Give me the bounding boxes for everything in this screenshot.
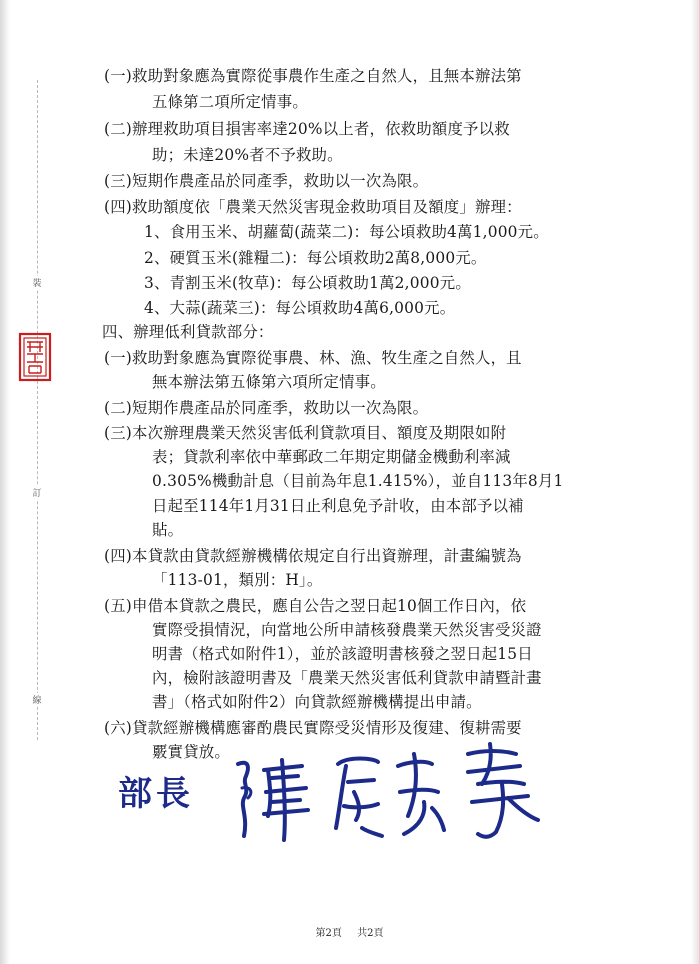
text-line: 覈實貸放。 — [152, 743, 230, 761]
handwritten-signature — [228, 736, 588, 846]
page-footer — [0, 924, 699, 939]
text-line: 貼。 — [152, 521, 184, 539]
text-line: (二)短期作農產品於同產季，救助以一次為限。 — [104, 399, 429, 417]
text-line: 「113-01，類別：H」。 — [152, 571, 323, 589]
text-line: (一)救助對象應為實際從事農作生產之自然人，且無本辦法第 — [104, 67, 522, 85]
margin-mark-ding: 訂 — [30, 486, 44, 499]
text-line: 書」（格式如附件2）向貸款經辦機構提出申請。 — [152, 693, 482, 711]
text-line: 五條第二項所定情事。 — [152, 93, 308, 111]
text-line: (二)辦理救助項目損害率達20%以上者，依救助額度予以救 — [104, 120, 510, 138]
text-line: (三)本次辦理農業天然災害低利貸款項目、額度及期限如附 — [104, 424, 507, 442]
page-right-edge — [691, 0, 699, 964]
binding-line — [37, 80, 38, 740]
page-left-edge — [0, 0, 10, 964]
list-item: 3、青割玉米(牧草)：每公頃救助1萬2,000元。 — [144, 274, 471, 292]
text-line: 0.305%機動計息（目前為年息1.415%），並自113年8月1 — [152, 472, 564, 490]
text-line: 明書（格式如附件1），並於該證明書核發之翌日起15日 — [152, 645, 533, 663]
margin-mark-zhuang: 裝 — [30, 276, 44, 289]
text-line: 實際受損情況，向當地公所申請核發農業天然災害受災證 — [152, 621, 542, 639]
official-seal-stamp — [18, 332, 52, 382]
text-line: (三)短期作農產品於同產季，救助以一次為限。 — [104, 172, 429, 190]
list-item: 2、硬質玉米(雜糧二)：每公頃救助2萬8,000元。 — [144, 249, 487, 267]
page-number: 第2頁 — [315, 928, 342, 939]
text-line: 表；貸款利率依中華郵政二年期定期儲金機動利率減 — [152, 448, 511, 466]
text-line: (一)救助對象應為實際從事農、林、漁、牧生產之自然人，且 — [104, 349, 522, 367]
text-line: 內，檢附該證明書及「農業天然災害低利貸款申請暨計畫 — [152, 669, 542, 687]
text-line: (四)救助額度依「農業天然災害現金救助項目及額度」辦理： — [104, 198, 522, 216]
margin-mark-xian: 線 — [30, 693, 44, 706]
text-line: (六)貸款經辦機構應審酌農民實際受災情形及復建、復耕需要 — [104, 719, 522, 737]
text-line: (五)申借本貸款之農民，應自公告之翌日起10個工作日內，依 — [104, 597, 527, 615]
text-line: 無本辦法第五條第六項所定情事。 — [152, 373, 386, 391]
list-item: 4、大蒜(蔬菜三)：每公頃救助4萬6,000元。 — [144, 299, 456, 317]
section-heading: 四、辦理低利貸款部分： — [102, 323, 274, 341]
text-line: 日起至114年1月31日止利息免予計收，由本部予以補 — [152, 497, 524, 515]
list-item: 1、食用玉米、胡蘿蔔(蔬菜二)：每公頃救助4萬1,000元。 — [144, 223, 549, 241]
minister-title: 部長 — [118, 774, 194, 814]
text-line: (四)本貸款由貸款經辦機構依規定自行出資辦理，計畫編號為 — [104, 547, 522, 565]
page-total: 共2頁 — [357, 928, 384, 939]
text-line: 助；未達20%者不予救助。 — [152, 146, 343, 164]
